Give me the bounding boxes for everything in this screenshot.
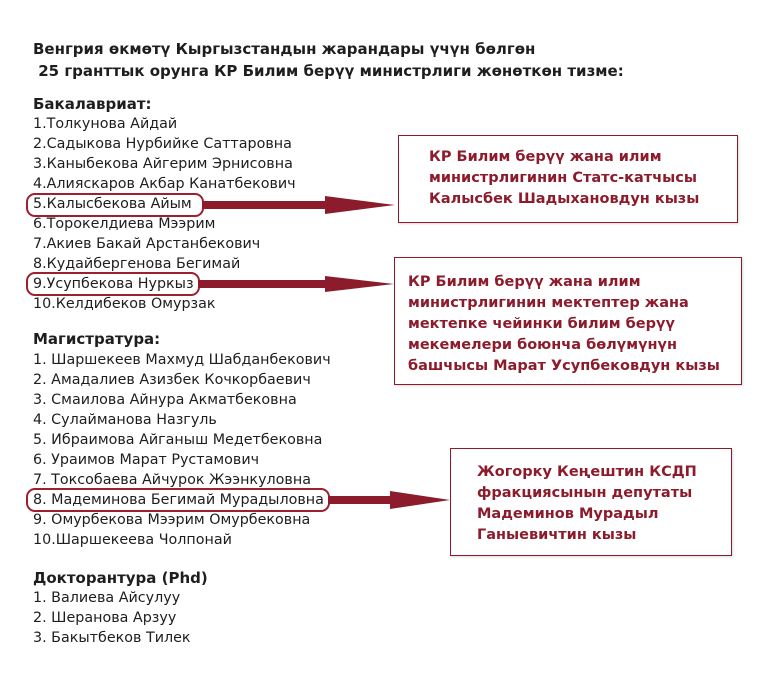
list-item-highlighted: 9.Усупбекова Нуркыз [33,276,194,292]
list-item: 8.Кудайбергенова Бегимай [33,256,241,272]
list-item: 5. Ибраимова Айганыш Медетбековна [33,432,323,448]
callout-line: Калысбек Шадыхановдун кызы [429,191,700,207]
callout-line: КР Билим берүү жана илим [408,274,641,290]
list-item: 1. Валиева Айсулуу [33,590,181,606]
list-item: 2.Садыкова Нурбийке Саттаровна [33,136,292,152]
list-item: 10.Келдибеков Омурзак [33,296,216,312]
title-line-1: Венгрия өкмөтү Кыргызстандын жарандары үчүн бөлгөн [33,40,536,58]
doctorate-heading: Докторантура (Phd) [33,569,208,587]
callout-line: мекемелери боюнча бөлүмүнүн [408,337,678,353]
list-item: 2. Амадалиев Азизбек Кочкорбаевич [33,372,311,388]
list-item: 9. Омурбекова Мээрим Омурбековна [33,512,311,528]
bachelor-heading: Бакалавриат: [33,95,152,113]
master-heading: Магистратура: [33,330,161,348]
arrow-right-icon [198,276,394,292]
callout-line: мектепке чейинки билим берүү [408,316,675,332]
list-item: 10.Шаршекеева Чолпонай [33,532,232,548]
callout-line: Ганыевичтин кызы [477,527,637,543]
list-item: 4. Сулайманова Назгуль [33,412,217,428]
list-item: 1. Шаршекеев Махмуд Шабданбекович [33,352,331,368]
arrow-right-icon [202,196,395,214]
callout-line: башчысы Марат Усупбековдун кызы [408,358,720,374]
callout-box-2 [394,257,742,385]
callout-line: Мадеминов Мурадыл [477,506,659,522]
callout-line: КР Билим берүү жана илим [429,149,662,165]
list-item: 1.Толкунова Айдай [33,116,178,132]
list-item: 6. Ураимов Марат Рустамович [33,452,260,468]
list-item: 6.Торокелдиева Мээрим [33,216,216,232]
arrow-right-icon [328,491,450,509]
list-item-highlighted: 5.Калысбекова Айым [33,196,192,212]
list-item: 3.Каныбекова Айгерим Эрнисовна [33,156,293,172]
callout-line: фракциясынын депутаты [477,485,693,501]
callout-line: министрлигинин мектептер жана [408,295,689,311]
list-item: 7. Токсобаева Айчурок Жээнкуловна [33,472,311,488]
list-item: 3. Бакытбеков Тилек [33,630,191,646]
callout-line: Жогорку Кеңештин КСДП [477,464,697,480]
callout-line: министрлигинин Статс-катчысы [429,170,697,186]
list-item: 4.Алияскаров Акбар Канатбекович [33,176,296,192]
list-item-highlighted: 8. Мадеминова Бегимай Мурадыловна [33,492,324,508]
list-item: 3. Смаилова Айнура Акматбековна [33,392,297,408]
list-item: 7.Акиев Бакай Арстанбекович [33,236,261,252]
callout-box-3 [450,448,732,556]
list-item: 2. Шеранова Арзуу [33,610,177,626]
callout-box-1 [398,135,738,223]
title-line-2: 25 гранттык орунга КР Билим берүү министрлиги жөнөткөн тизме: [33,62,624,80]
